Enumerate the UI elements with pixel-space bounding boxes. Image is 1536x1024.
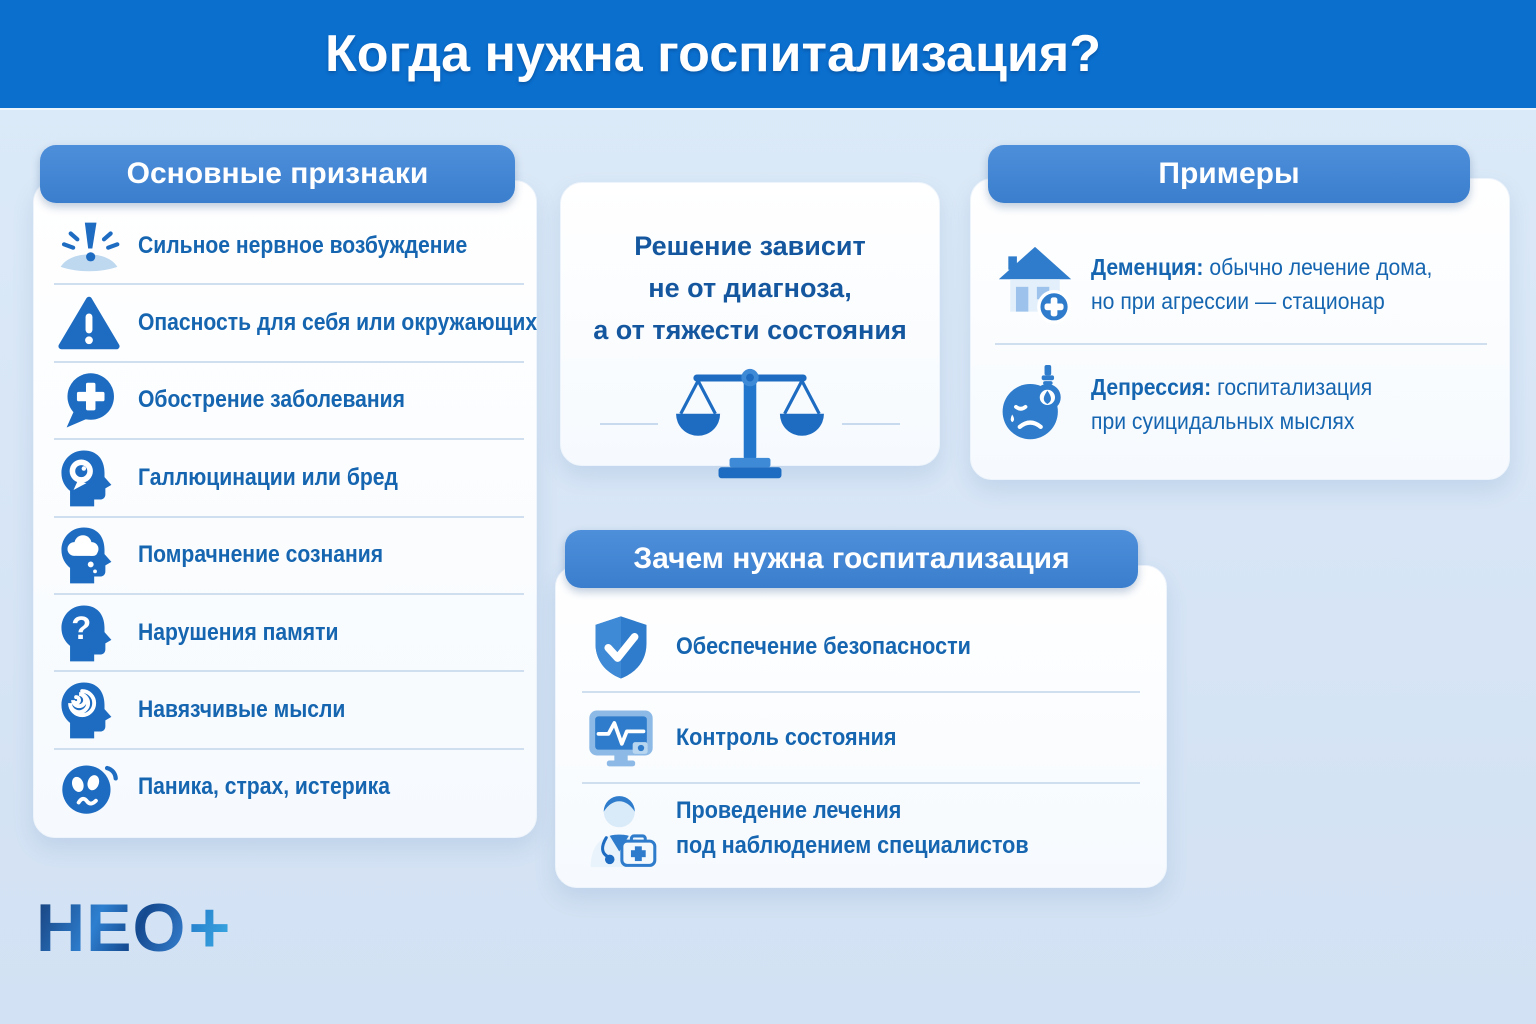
- panic-face-icon: [54, 756, 124, 818]
- balance-scales-icon: [670, 365, 830, 483]
- sign-label: Паника, страх, истерика: [138, 773, 390, 801]
- decorative-line: [600, 423, 658, 425]
- example-text: [1091, 374, 1397, 435]
- danger-warning-triangle-icon: [54, 294, 124, 352]
- home-care-house-icon: [995, 243, 1075, 325]
- example-line: при суицидальных мыслях: [1091, 407, 1355, 434]
- purpose-line: Проведение лечения: [676, 797, 902, 824]
- sign-label: Опасность для себя или окружающих: [138, 309, 538, 337]
- decorative-line: [842, 423, 900, 425]
- clouded-mind-head-icon: [54, 524, 124, 586]
- example-line: [1091, 254, 1432, 281]
- example-item-depression: [995, 343, 1487, 463]
- example-rest: госпитализация: [1211, 373, 1373, 400]
- example-line: но при агрессии — стационар: [1091, 287, 1385, 314]
- signs-panel-header: [40, 145, 515, 203]
- sign-label: Обострение заболевания: [138, 386, 405, 414]
- sign-item-confusion: [54, 516, 524, 593]
- purpose-line: Обеспечение безопасности: [676, 632, 971, 660]
- svg-text:?: ?: [71, 608, 92, 646]
- obsessive-spiral-head-icon: [54, 679, 124, 741]
- sign-label: Нарушения памяти: [138, 618, 339, 646]
- example-lead: Деменция:: [1091, 253, 1204, 280]
- nervous-excitement-icon: [54, 217, 124, 275]
- sign-item-flareup: [54, 361, 524, 438]
- examples-panel-header-label: Примеры: [1158, 157, 1300, 190]
- purpose-item-monitoring: [582, 691, 1140, 782]
- sign-label: Помрачнение сознания: [138, 541, 384, 569]
- memory-question-head-icon: [54, 602, 124, 664]
- purpose-line: под наблюдением специалистов: [676, 832, 1029, 859]
- purpose-line: Контроль состояния: [676, 723, 897, 751]
- purpose-panel-card: [555, 565, 1167, 888]
- purpose-text: [676, 633, 1004, 661]
- sign-item-danger: [54, 283, 538, 360]
- signs-panel-header-label: Основные признаки: [126, 157, 429, 190]
- purpose-panel-header: [565, 530, 1138, 588]
- examples-panel-card: [970, 178, 1510, 480]
- examples-panel-header: [988, 145, 1470, 203]
- purpose-item-safety: [582, 602, 1140, 691]
- disease-flareup-cross-bubble-icon: [54, 369, 124, 431]
- logo-plus-sign: +: [188, 888, 231, 968]
- example-text: [1091, 254, 1462, 315]
- page-title: Когда нужна госпитализация?: [324, 25, 1101, 83]
- purpose-text: [676, 724, 921, 752]
- purpose-panel-header-label: Зачем нужна госпитализация: [633, 542, 1070, 575]
- monitor-ecg-icon: [582, 707, 660, 769]
- shield-check-icon: [582, 613, 660, 681]
- sign-item-obsessive: [54, 670, 524, 747]
- header-bar: [0, 0, 1536, 108]
- hallucination-head-icon: [54, 447, 124, 509]
- example-lead: Депрессия:: [1091, 373, 1212, 400]
- scales-decoration: [600, 365, 900, 483]
- sign-label: Галлюцинации или бред: [138, 463, 398, 491]
- decision-card: [560, 182, 940, 466]
- logo-text: НЕО: [36, 890, 187, 966]
- sign-label: Навязчивые мысли: [138, 695, 346, 723]
- example-line: [1091, 374, 1372, 401]
- sign-item-hallucinations: [54, 438, 524, 515]
- example-item-dementia: [995, 225, 1487, 343]
- decision-line: а от тяжести состояния: [593, 315, 907, 345]
- signs-panel-card: [33, 180, 537, 838]
- decision-line: не от диагноза,: [648, 273, 852, 303]
- purpose-item-treatment: [582, 782, 1140, 873]
- depression-face-icon: [995, 363, 1075, 445]
- example-rest: обычно лечение дома,: [1203, 253, 1433, 280]
- sign-item-excitement: [54, 208, 524, 283]
- purpose-text: [676, 797, 1068, 860]
- sign-item-panic: [54, 748, 524, 825]
- doctor-medkit-icon: [582, 789, 660, 869]
- decision-line: Решение зависит: [634, 231, 866, 261]
- neo-plus-logo: [36, 888, 231, 968]
- sign-label: Сильное нервное возбуждение: [138, 231, 468, 259]
- sign-item-memory: [54, 593, 524, 670]
